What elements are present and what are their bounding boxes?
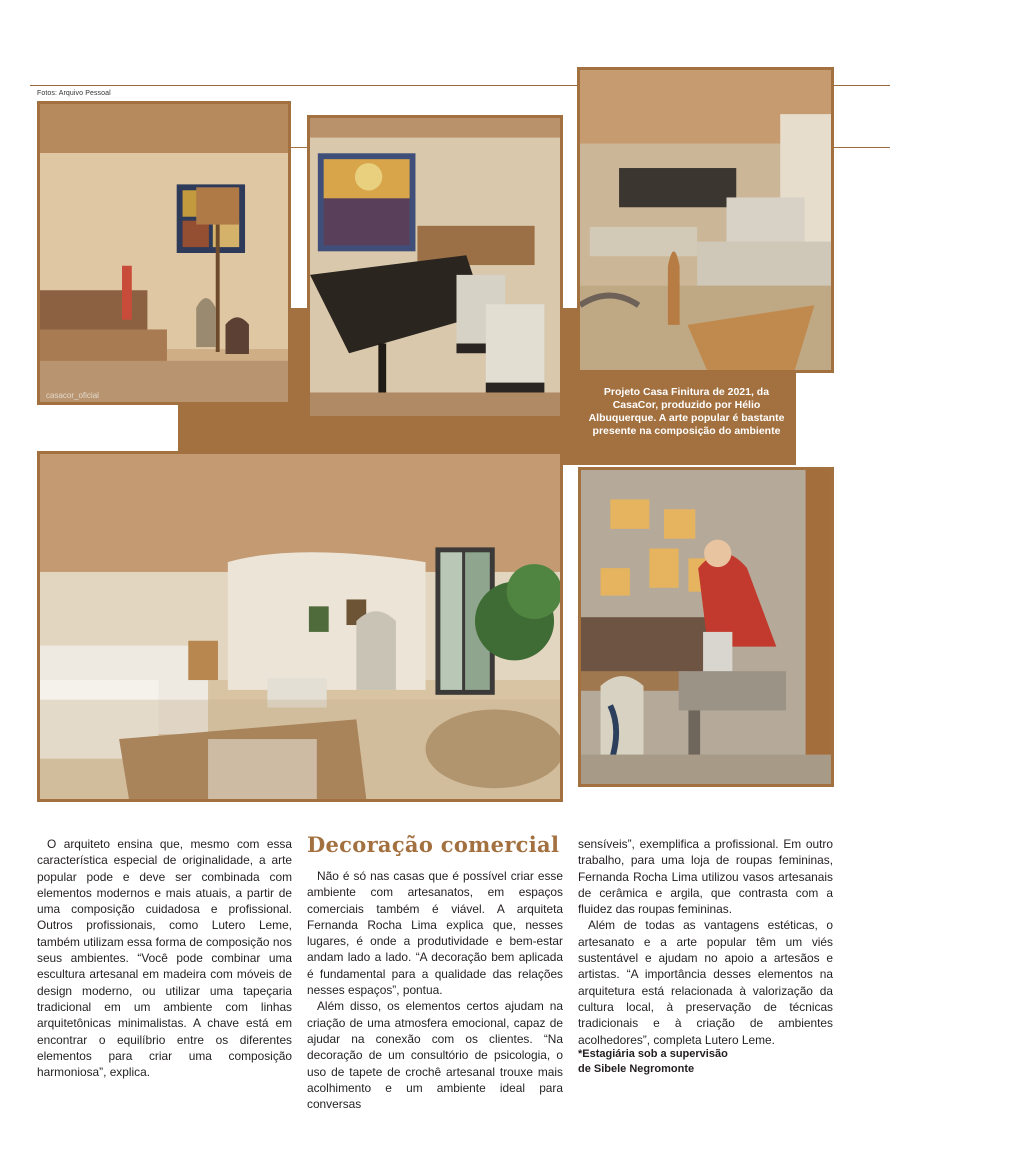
photo-caption: Projeto Casa Finitura de 2021, da CasaCor, produzido por Hélio Albuquerque. A arte popular é bastante presente na composição do ambiente xyxy=(588,386,785,437)
paragraph: Não é só nas casas que é possível criar esse ambiente com artesanatos, em espaços comerciais também é viável. A arquiteta Fernanda Rocha Lima explica que, nesses lugares, é onde a produtividade e bem-estar andam lado a lado. “A decoração bem aplicada é fundamental para a qualidade das relações nesses espaços”, pontua. xyxy=(307,869,563,998)
paragraph: Além disso, os elementos certos ajudam na criação de uma atmosfera emocional, capaz de ajudar na conexão com os clientes. “Na decoração de um consultório de psicologia, o uso de tapete de crochê artesanal trouxe mais acolhimento e um ambiente ideal para conversas xyxy=(307,999,563,1112)
text-column-1 xyxy=(37,836,292,1080)
photo-living-lamp xyxy=(37,101,291,405)
photo-dining-painting xyxy=(307,115,563,419)
photo-credit: Fotos: Arquivo Pessoal xyxy=(37,90,111,97)
photo-long-living xyxy=(577,67,834,373)
author-note xyxy=(578,1047,728,1077)
paragraph: O arquiteto ensina que, mesmo com essa característica especial de originalidade, a arte popular pode e deve ser combinada com elementos modernos e mais atuais, a partir de uma composição cuidadosa e profissional. Outros profissionais, como Lutero Leme, também utilizam essa forma de composição nos seus ambientes. “Você pode combinar uma escultura artesanal em madeira com móveis de design moderno, ou utilizar uma tapeçaria tradicional em um ambiente com linhas arquitetônicas minimalistas. A chave está em encontrar o equilíbrio entre os diferentes elementos para criar uma composição harmoniosa”, explica. xyxy=(37,837,292,1080)
section-title: Decoração comercial xyxy=(307,832,560,857)
text-column-3 xyxy=(578,836,833,1048)
paragraph: sensíveis”, exemplifica a profissional. Em outro trabalho, para uma loja de roupas femininas, Fernanda Rocha Lima utilizou vasos artesanais de cerâmica e argila, que contrasta com a fluidez das roupas femininas. xyxy=(578,837,833,917)
watermark-text: casacor_oficial xyxy=(46,391,99,400)
photo-shelves-figurine xyxy=(578,467,834,787)
photo-large-living xyxy=(37,451,563,802)
note-line-2: de Sibele Negromonte xyxy=(578,1063,695,1075)
text-column-2 xyxy=(307,868,563,1112)
mid-rule xyxy=(833,147,890,148)
note-line-1: *Estagiária sob a supervisão xyxy=(578,1048,728,1060)
paragraph: Além de todas as vantagens estéticas, o artesanato e a arte popular têm um viés sustentável e ajudam no apoio a artesãos e artistas. “A importância desses elementos na arquitetura está relacionada à valorização da cultura local, à preservação de técnicas tradicionais e à criação de ambientes acolhedores”, completa Lutero Leme. xyxy=(578,918,833,1047)
